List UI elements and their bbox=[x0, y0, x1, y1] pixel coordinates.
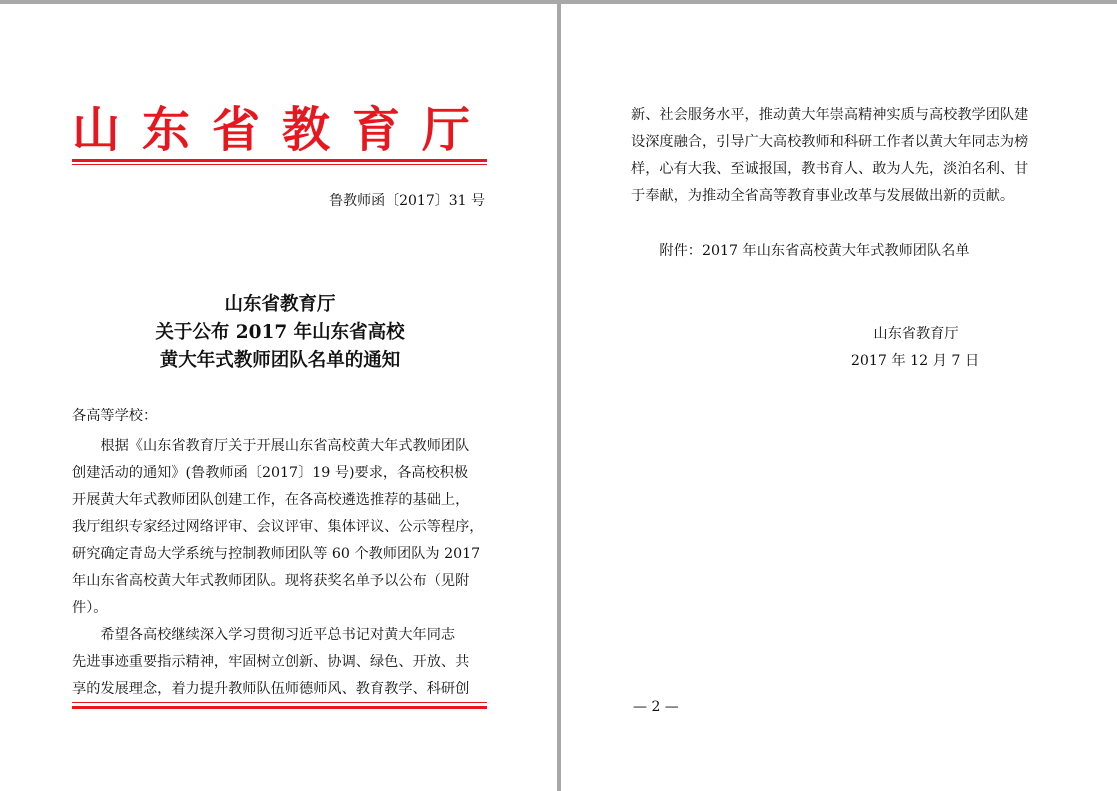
attachment-note: 附件：2017 年山东省高校黄大年式教师团队名单 bbox=[631, 243, 970, 259]
body-line: 我厅组织专家经过网络评审、会议评审、集体评议、公示等程序， bbox=[72, 519, 484, 535]
body-line: 年山东省高校黄大年式教师团队。现将获奖名单予以公布（见附 bbox=[72, 573, 470, 589]
document-page-2 bbox=[561, 4, 1117, 791]
body-line: 享的发展理念，着力提升教师队伍师德师风、教育教学、科研创 bbox=[72, 681, 470, 697]
body-line: 新、社会服务水平，推动黄大年崇高精神实质与高校教学团队建 bbox=[631, 107, 1029, 123]
date: 2017 年 12 月 7 日 bbox=[850, 353, 980, 369]
body-line: 件）。 bbox=[72, 600, 108, 616]
body-line: 设深度融合，引导广大高校教师和科研工作者以黄大年同志为榜 bbox=[631, 134, 1029, 150]
document-page-1 bbox=[0, 4, 557, 791]
body-line: 希望各高校继续深入学习贯彻习近平总书记对黄大年同志 bbox=[72, 627, 456, 643]
body-line: 开展黄大年式教师团队创建工作，在各高校遴选推荐的基础上， bbox=[72, 492, 470, 508]
body-line: 创建活动的通知》(鲁教师函〔2017〕19 号)要求，各高校积极 bbox=[72, 465, 469, 481]
body-line: 先进事迹重要指示精神，牢固树立创新、协调、绿色、开放、共 bbox=[72, 654, 470, 670]
body-line: 根据《山东省教育厅关于开展山东省高校黄大年式教师团队 bbox=[72, 438, 470, 454]
title-line-1: 山东省教育厅 bbox=[224, 294, 336, 315]
masthead-title: 山东省教育厅 bbox=[72, 102, 493, 158]
body-line: 样，心有大我、至诚报国，教书育人、敢为人先，淡泊名利、甘 bbox=[631, 161, 1029, 177]
masthead-red-line-thin bbox=[72, 164, 487, 165]
page-number: — 2 — bbox=[633, 699, 679, 715]
title-line-3: 黄大年式教师团队名单的通知 bbox=[159, 350, 401, 371]
footer-red-line-thick bbox=[72, 706, 487, 709]
body-line: 于奉献，为推动全省高等教育事业改革与发展做出新的贡献。 bbox=[631, 188, 1015, 204]
title-line-2: 关于公布 2017 年山东省高校 bbox=[155, 322, 405, 343]
masthead-red-line-thick bbox=[72, 159, 487, 162]
document-number: 鲁教师函〔2017〕31 号 bbox=[329, 193, 485, 209]
signature: 山东省教育厅 bbox=[873, 326, 959, 342]
body-line: 研究确定青岛大学系统与控制教师团队等 60 个教师团队为 2017 bbox=[72, 546, 481, 562]
salutation: 各高等学校： bbox=[72, 408, 158, 424]
footer-red-line-thin bbox=[72, 702, 487, 703]
